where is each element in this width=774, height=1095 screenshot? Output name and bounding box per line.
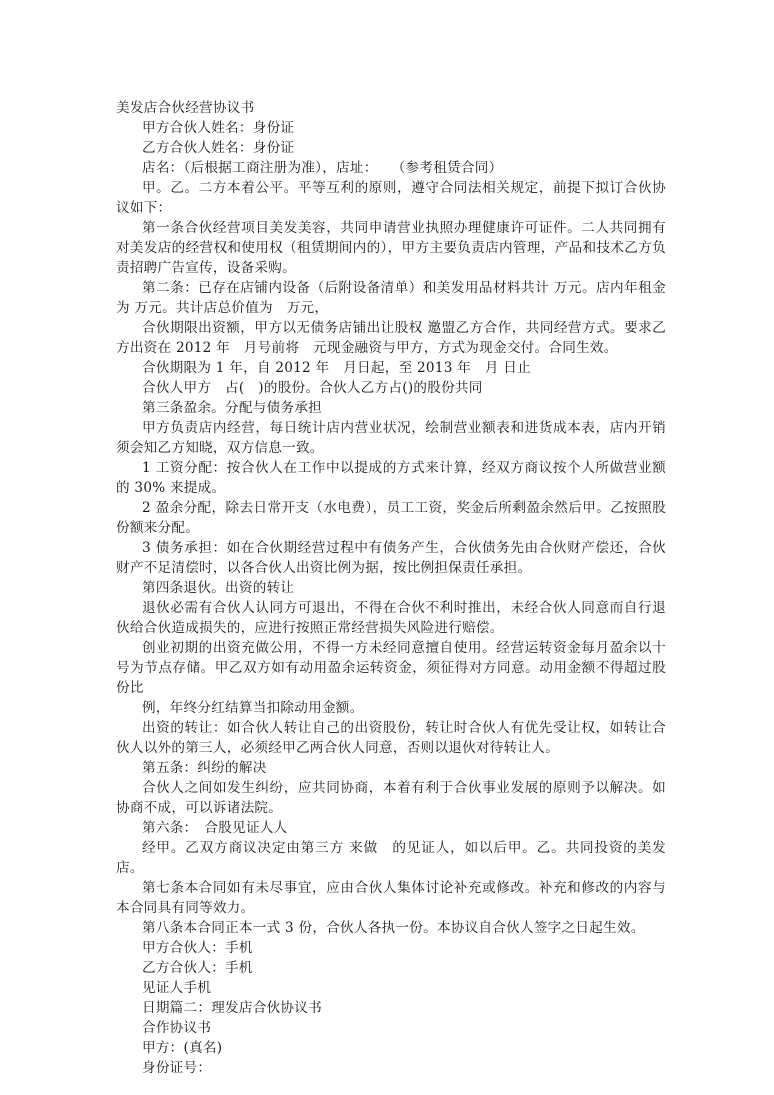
document-body [116, 98, 666, 1078]
paragraph: 合伙期限出资额，甲方以无债务店铺出让股权 邀盟乙方合作，共同经营方式。要求乙方出资在 2012 年 月号前将 元现金融资与甲方，方式为现金交付。合同生效。 [116, 320, 666, 356]
paragraph: 第七条本合同如有未尽事宜，应由合伙人集体讨论补充或修改。补充和修改的内容与本合同具有同等效力。 [116, 880, 666, 916]
paragraph: 身份证号： [142, 1060, 212, 1076]
paragraph: 第六条： 合股见证人人 [142, 820, 288, 836]
paragraph: 甲方：(真名) [142, 1040, 223, 1056]
paragraph: 第八条本合同正本一式 3 份，合伙人各执一份。本协议自合伙人签字之日起生效。 [142, 920, 645, 936]
paragraph: 出资的转让：如合伙人转让自己的出资股份，转让时合伙人有优先受让权，如转让合伙人以外的第三人，必须经甲乙两合伙人同意，否则以退伙对待转让人。 [116, 720, 666, 756]
paragraph: 创业初期的出资充做公用，不得一方未经同意擅自使用。经营运转资金每月盈余以十号为节点存储。甲乙双方如有动用盈余运转资金，须征得对方同意。动用金额不得超过股份比 [116, 640, 666, 696]
paragraph: 第四条退伙。出资的转让 [142, 580, 295, 596]
paragraph: 3 债务承担：如在合伙期经营过程中有债务产生，合伙债务先由合伙财产偿还，合伙财产不足清偿时，以各合伙人出资比例为据，按比例担保责任承担。 [116, 540, 666, 576]
paragraph: 第五条：纠纷的解决 [142, 760, 267, 776]
paragraph: 例，年终分红结算当扣除动用金额。 [142, 700, 364, 716]
paragraph: 退伙必需有合伙人认同方可退出，不得在合伙不利时推出，未经合伙人同意而自行退伙给合伙造成损失的，应进行按照正常经营损失风险进行赔偿。 [116, 600, 666, 636]
paragraph: 第二条：已存在店铺内设备（后附设备清单）和美发用品材料共计 万元。店内年租金为 万元。共计店总价值为 万元， [116, 280, 666, 316]
paragraph: 日期篇二：理发店合伙协议书 [142, 1000, 322, 1016]
paragraph: 合伙人之间如发生纠纷，应共同协商，本着有利于合伙事业发展的原则予以解决。如协商不成，可以诉诸法院。 [116, 780, 666, 816]
paragraph: 经甲。乙双方商议决定由第三方 来做 的见证人，如以后甲。乙。共同投资的美发店。 [116, 840, 666, 876]
paragraph: 乙方合伙人姓名：身份证 [142, 140, 295, 156]
paragraph: 甲方负责店内经营，每日统计店内营业状况，绘制营业额表和进货成本表，店内开销须会知乙方知晓，双方信息一致。 [116, 420, 666, 456]
paragraph-list [116, 118, 666, 1078]
paragraph: 店名：（后根据工商注册为准），店址： （参考租赁合同） [142, 160, 503, 176]
paragraph: 甲。乙。二方本着公平。平等互利的原则，遵守合同法相关规定，前提下拟订合伙协议如下： [116, 180, 666, 216]
paragraph: 甲方合伙人姓名：身份证 [142, 120, 295, 136]
document-title: 美发店合伙经营协议书 [116, 100, 255, 116]
paragraph: 合作协议书 [142, 1020, 212, 1036]
paragraph: 1 工资分配：按合伙人在工作中以提成的方式来计算，经双方商议按个人所做营业额的 30% 来提成。 [116, 460, 666, 496]
paragraph: 合伙期限为 1 年，自 2012 年 月日起，至 2013 年 月 日止 [142, 360, 531, 376]
paragraph: 2 盈余分配，除去日常开支（水电费），员工工资，奖金后所剩盈余然后甲。乙按照股份额来分配。 [116, 500, 666, 536]
paragraph: 合伙人甲方 占( )的股份。合伙人乙方占()的股份共同 [142, 380, 483, 396]
paragraph: 乙方合伙人：手机 [142, 960, 253, 976]
paragraph: 见证人手机 [142, 980, 212, 996]
paragraph: 第三条盈余。分配与债务承担 [142, 400, 322, 416]
paragraph: 第一条合伙经营项目美发美容，共同申请营业执照办理健康许可证件。二人共同拥有对美发店的经营权和使用权（租赁期间内的），甲方主要负责店内管理，产品和技术乙方负责招聘广告宣传，设备采购。 [116, 220, 666, 276]
paragraph: 甲方合伙人：手机 [142, 940, 253, 956]
